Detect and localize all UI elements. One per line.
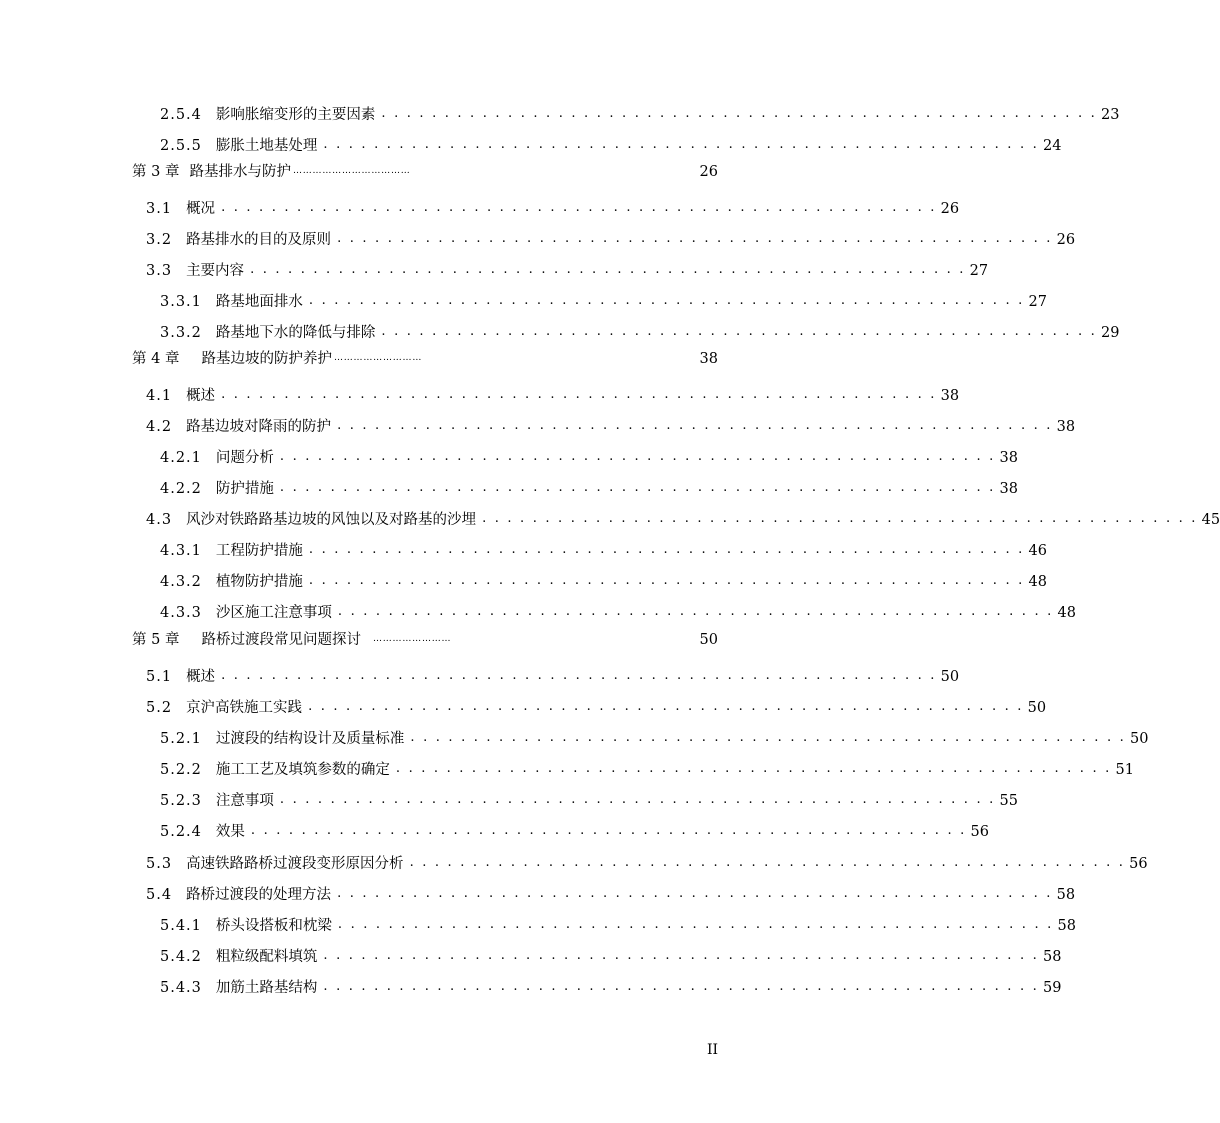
toc-entry [132, 447, 1018, 467]
toc-number: 5.4.2 [160, 949, 202, 965]
toc-title: 高速铁路路桥过渡段变形原因分析 [186, 856, 404, 872]
toc-entry [132, 509, 1220, 529]
toc-chapter-number: 第 5 章 [132, 632, 180, 648]
toc-title: 路基地面排水 [215, 294, 303, 310]
toc-page-number: 38 [699, 351, 718, 367]
toc-title: 过渡段的结构设计及质量标准 [215, 731, 405, 747]
toc-number: 5.4.3 [160, 980, 202, 996]
toc-page-number: 48 [1028, 574, 1047, 590]
dot-leader: . . . . . . . . . . . . . . . . . . . . . . . . . . . . . . . . . . . . . . . . . . . . . . . . . . . . . . . . . [221, 668, 937, 683]
dot-leader: . . . . . . . . . . . . . . . . . . . . . . . . . . . . . . . . . . . . . . . . . . . . . . . . . . . . . . . . . [279, 792, 996, 807]
dot-leader: . . . . . . . . . . . . . . . . . . . . . . . . . . . . . . . . . . . . . . . . . . . . . . . . . . . . . . . . . [381, 324, 1097, 339]
toc-page-number: 58 [1057, 918, 1076, 934]
dot-leader: . . . . . . . . . . . . . . . . . . . . . . . . . . . . . . . . . . . . . . . . . . . . . . . . . . . . . . . . . [337, 886, 1053, 901]
toc-entry [132, 478, 1018, 498]
toc-number: 5.2 [146, 700, 173, 716]
toc-title: 加筋土路基结构 [215, 980, 318, 996]
toc-number: 5.2.2 [160, 762, 202, 778]
toc-entry [132, 697, 1047, 717]
toc-entry [132, 260, 989, 280]
toc-title: 沙区施工注意事项 [215, 605, 332, 621]
toc-entry [132, 853, 1148, 873]
toc-page-number: 23 [1100, 107, 1120, 123]
toc-title: 主要内容 [186, 263, 245, 279]
dot-leader: . . . . . . . . . . . . . . . . . . . . . . . . . . . . . . . . . . . . . . . . . . . . . . . . . . . . . . . . . [221, 200, 937, 215]
toc-number: 5.4 [146, 887, 173, 903]
dot-leader: . . . . . . . . . . . . . . . . . . . . . . . . . . . . . . . . . . . . . . . . . . . . . . . . . . . . . . . . . [323, 137, 1039, 152]
toc-page-number: 38 [999, 450, 1018, 466]
dot-leader: . . . . . . . . . . . . . . . . . . . . . . . . . . . . . . . . . . . . . . . . . . . . . . . . . . . . . . . . . [279, 480, 996, 495]
toc-number: 5.4.1 [160, 918, 202, 934]
toc-page-number: 58 [1056, 887, 1076, 903]
toc-entry [132, 229, 1076, 249]
toc-number: 2.5.4 [160, 107, 202, 123]
dot-leader: . . . . . . . . . . . . . . . . . . . . . . . . . . . . . . . . . . . . . . . . . . . . . . . . . . . . . . . . . [250, 262, 966, 277]
toc-entry [132, 385, 960, 405]
toc-title: 风沙对铁路路基边坡的风蚀以及对路基的沙埋 [186, 512, 477, 528]
toc-page-number: 27 [1028, 294, 1047, 310]
toc-page-number: 50 [699, 632, 718, 648]
toc-number: 4.2.1 [160, 450, 202, 466]
toc-number: 4.1 [146, 388, 173, 404]
dot-leader: . . . . . . . . . . . . . . . . . . . . . . . . . . . . . . . . . . . . . . . . . . . . . . . . . . . . . . . . . [409, 855, 1126, 870]
toc-chapter-entry [132, 348, 718, 368]
toc-chapter-number: 第 3 章 [132, 164, 180, 180]
toc-page-number: 24 [1042, 138, 1062, 154]
toc-entry [132, 666, 960, 686]
dot-leader: . . . . . . . . . . . . . . . . . . . . . . . . . . . . . . . . . . . . . . . . . . . . . . . . . . . . . . . . . [323, 979, 1039, 994]
toc-number: 4.3.1 [160, 543, 202, 559]
toc-page-number: 56 [1129, 856, 1148, 872]
toc-number: 5.1 [146, 669, 173, 685]
toc-title: 路桥过渡段的处理方法 [186, 887, 332, 903]
dot-leader: . . . . . . . . . . . . . . . . . . . . . . . . . . . . . . . . . . . . . . . . . . . . . . . . . . . . . . . . . [337, 917, 1054, 932]
toc-title: 工程防护措施 [215, 543, 303, 559]
toc-title: 概述 [186, 388, 216, 404]
toc-number: 3.2 [146, 232, 173, 248]
toc-page-number: 56 [970, 824, 989, 840]
toc-title: 概述 [186, 669, 216, 685]
toc-entry [132, 946, 1062, 966]
dot-leader: . . . . . . . . . . . . . . . . . . . . . . . . . . . . . . . . . . . . . . . . . . . . . . . . . . . . . . . . . [395, 761, 1112, 776]
dot-leader: . . . . . . . . . . . . . . . . . . . . . . . . . . . . . . . . . . . . . . . . . . . . . . . . . . . . . . . . . [337, 604, 1054, 619]
toc-title: 京沪高铁施工实践 [186, 700, 303, 716]
toc-entry [132, 571, 1047, 591]
toc-entry [132, 821, 989, 841]
toc-page-number: 29 [1100, 325, 1120, 341]
toc-title: 路基排水与防护 [189, 164, 291, 180]
toc-number: 4.3.2 [160, 574, 202, 590]
page-folio: II [706, 1042, 718, 1058]
toc-entry [132, 915, 1076, 935]
toc-entry [132, 790, 1018, 810]
dot-leader: . . . . . . . . . . . . . . . . . . . . . . . . . . . . . . . . . . . . . . . . . . . . . . . . . . . . . . . . . [221, 387, 937, 402]
toc-title: 防护措施 [215, 481, 274, 497]
toc-number: 5.3 [146, 856, 173, 872]
toc-title: 路桥过渡段常见问题探讨 [201, 632, 361, 648]
toc-page-number: 38 [940, 388, 960, 404]
toc-entry [132, 884, 1076, 904]
toc-entry [132, 602, 1076, 622]
toc-number: 4.2 [146, 419, 173, 435]
toc-title: 影响胀缩变形的主要因素 [215, 107, 376, 123]
toc-title: 施工工艺及填筑参数的确定 [215, 762, 390, 778]
toc-page-number: 45 [1201, 512, 1220, 528]
toc-title: 植物防护措施 [215, 574, 303, 590]
dot-leader: . . . . . . . . . . . . . . . . . . . . . . . . . . . . . . . . . . . . . . . . . . . . . . . . . . . . . . . . . [308, 542, 1025, 557]
dot-leader: . . . . . . . . . . . . . . . . . . . . . . . . . . . . . . . . . . . . . . . . . . . . . . . . . . . . . . . . . [482, 511, 1198, 526]
toc-number: 4.2.2 [160, 481, 202, 497]
toc-title: 路基边坡的防护养护 [201, 351, 332, 367]
toc-title: 膨胀土地基处理 [215, 138, 318, 154]
toc-number: 4.3 [146, 512, 173, 528]
toc-page-number: 26 [699, 164, 718, 180]
toc-number: 3.3.2 [160, 325, 202, 341]
toc-entry [132, 135, 1062, 155]
toc-title: 路基边坡对降雨的防护 [186, 419, 332, 435]
dot-leader: . . . . . . . . . . . . . . . . . . . . . . . . . . . . . . . . . . . . . . . . . . . . . . . . . . . . . . . . . [337, 418, 1053, 433]
toc-page-number: 55 [999, 793, 1018, 809]
toc-title: 粗粒级配料填筑 [215, 949, 318, 965]
toc-entry [132, 759, 1134, 779]
toc-chapter-entry [132, 629, 718, 649]
toc-page-number: 46 [1028, 543, 1047, 559]
dot-leader: . . . . . . . . . . . . . . . . . . . . . . . . . . . . . . . . . . . . . . . . . . . . . . . . . . . . . . . . . [381, 106, 1097, 121]
toc-number: 5.2.4 [160, 824, 202, 840]
toc-page-number: 50 [1027, 700, 1047, 716]
toc-number: 4.3.3 [160, 605, 202, 621]
dot-leader: ……………………… [333, 353, 423, 363]
toc-number: 5.2.1 [160, 731, 202, 747]
toc-number: 5.2.3 [160, 793, 202, 809]
toc-chapter-entry [132, 161, 718, 181]
toc-title: 桥头设搭板和枕梁 [215, 918, 332, 934]
toc-entry [132, 728, 1149, 748]
toc-title: 注意事项 [215, 793, 274, 809]
dot-leader: . . . . . . . . . . . . . . . . . . . . . . . . . . . . . . . . . . . . . . . . . . . . . . . . . . . . . . . . . [308, 573, 1025, 588]
dot-leader: . . . . . . . . . . . . . . . . . . . . . . . . . . . . . . . . . . . . . . . . . . . . . . . . . . . . . . . . . [410, 730, 1126, 745]
toc-page-number: 27 [969, 263, 989, 279]
toc-page-number: 51 [1115, 762, 1134, 778]
toc-entry [132, 291, 1047, 311]
dot-leader: . . . . . . . . . . . . . . . . . . . . . . . . . . . . . . . . . . . . . . . . . . . . . . . . . . . . . . . . . [308, 293, 1025, 308]
toc-entry [132, 540, 1047, 560]
toc-page-number: 38 [999, 481, 1018, 497]
toc-number: 3.1 [146, 201, 173, 217]
toc-entry [132, 198, 960, 218]
dot-leader: . . . . . . . . . . . . . . . . . . . . . . . . . . . . . . . . . . . . . . . . . . . . . . . . . . . . . . . . . [250, 823, 967, 838]
toc-page-number: 58 [1042, 949, 1062, 965]
toc-title: 路基地下水的降低与排除 [215, 325, 376, 341]
toc-entry [132, 322, 1120, 342]
toc-chapter-number: 第 4 章 [132, 351, 180, 367]
toc-page-number: 50 [1129, 731, 1149, 747]
dot-leader: . . . . . . . . . . . . . . . . . . . . . . . . . . . . . . . . . . . . . . . . . . . . . . . . . . . . . . . . . [279, 449, 996, 464]
toc-title: 效果 [215, 824, 245, 840]
dot-leader: ……………………………… [292, 166, 411, 176]
dot-leader: . . . . . . . . . . . . . . . . . . . . . . . . . . . . . . . . . . . . . . . . . . . . . . . . . . . . . . . . . [323, 948, 1039, 963]
toc-number: 3.3 [146, 263, 173, 279]
toc-entry [132, 977, 1062, 997]
toc-number: 2.5.5 [160, 138, 202, 154]
toc-entry [132, 416, 1076, 436]
toc-page-number: 38 [1056, 419, 1076, 435]
toc-number: 3.3.1 [160, 294, 202, 310]
toc-title: 问题分析 [215, 450, 274, 466]
dot-leader: . . . . . . . . . . . . . . . . . . . . . . . . . . . . . . . . . . . . . . . . . . . . . . . . . . . . . . . . . [337, 231, 1053, 246]
dot-leader: . . . . . . . . . . . . . . . . . . . . . . . . . . . . . . . . . . . . . . . . . . . . . . . . . . . . . . . . . [308, 699, 1024, 714]
toc-title: 路基排水的目的及原则 [186, 232, 332, 248]
toc-page-number: 48 [1057, 605, 1076, 621]
toc-page-number: 50 [940, 669, 960, 685]
toc-page-number: 26 [940, 201, 960, 217]
toc-page-number: 26 [1056, 232, 1076, 248]
toc-entry [132, 104, 1120, 124]
toc-page-number: 59 [1042, 980, 1062, 996]
toc-title: 概况 [186, 201, 216, 217]
dot-leader: …………………… [372, 634, 452, 644]
